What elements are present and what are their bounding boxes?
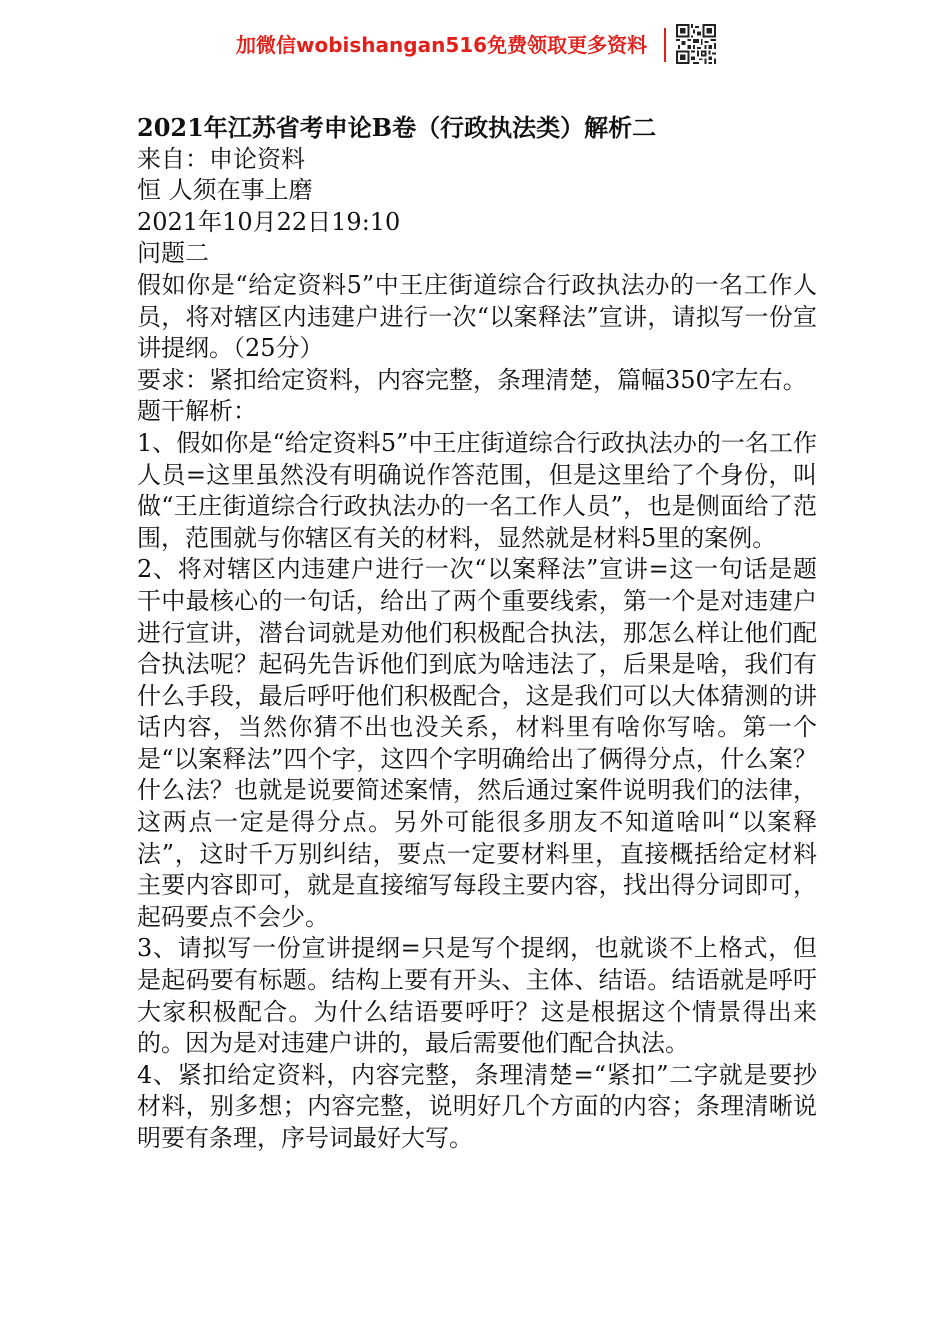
analysis-heading: 题干解析： xyxy=(137,397,257,426)
analysis-point-1: 1、假如你是“给定资料5”中王庄街道综合行政执法办的一名工作人员=这里虽然没有明确说作答范围，但是这里给了个身份，叫做“王庄街道综合行政执法办的一名工作人员”，也是侧面给了范围，范围就与你辖区有关的材料，显然就是材料5里的案例。 xyxy=(137,428,817,552)
question-label: 问题二 xyxy=(137,239,209,268)
question-prompt: 假如你是“给定资料5”中王庄街道综合行政执法办的一名工作人员，将对辖区内违建户进行一次“以案释法”宣讲，请拟写一份宣讲提纲。（25分） xyxy=(137,270,817,363)
analysis-point-2: 2、将对辖区内违建户进行一次“以案释法”宣讲=这一句话是题干中最核心的一句话，给出了两个重要线索，第一个是对违建户进行宣讲，潜台词就是劝他们积极配合执法，那怎么样让他们配合执法呢？起码先告诉他们到底为啥违法了，后果是啥，我们有什么手段，最后呼吁他们积极配合，这是我们可以大体猜测的讲话内容，当然你猜不出也没关系，材料里有啥你写啥。第一个是“以案释法”四个字，这四个字明确给出了俩得分点，什么案？什么法？也就是说要简述案情，然后通过案件说明我们的法律，这两点一定是得分点。另外可能很多朋友不知道啥叫“以案释法”，这时千万别纠结，要点一定要材料里，直接概括给定材料主要内容即可，就是直接缩写每段主要内容，找出得分词即可，起码要点不会少。 xyxy=(137,555,817,931)
article-author: 恒 人须在事上磨 xyxy=(137,176,313,205)
article-title: 2021年江苏省考申论B卷（行政执法类）解析二 xyxy=(137,113,657,142)
banner-divider xyxy=(664,28,666,62)
analysis-point-4: 4、紧扣给定资料，内容完整，条理清楚=“紧扣”二字就是要抄材料，别多想；内容完整，说明好几个方面的内容；条理清晰说明要有条理，序号词最好大写。 xyxy=(137,1060,817,1152)
analysis-point-3: 3、请拟写一份宣讲提纲=只是写个提纲，也就谈不上格式，但是起码要有标题。结构上要有开头、主体、结语。结语就是呼吁大家积极配合。为什么结语要呼吁？这是根据这个情景得出来的。因为是对违建户讲的，最后需要他们配合执法。 xyxy=(137,934,817,1058)
article-body xyxy=(137,112,817,1155)
banner-text: 加微信wobishangan516免费领取更多资料 xyxy=(236,33,648,57)
article-source: 来自：申论资料 xyxy=(137,144,305,173)
article-datetime: 2021年10月22日19:10 xyxy=(137,207,401,236)
question-requirements: 要求：紧扣给定资料，内容完整，条理清楚，篇幅350字左右。 xyxy=(137,365,807,394)
qr-code-icon xyxy=(676,24,716,64)
watermark-banner xyxy=(0,24,950,68)
